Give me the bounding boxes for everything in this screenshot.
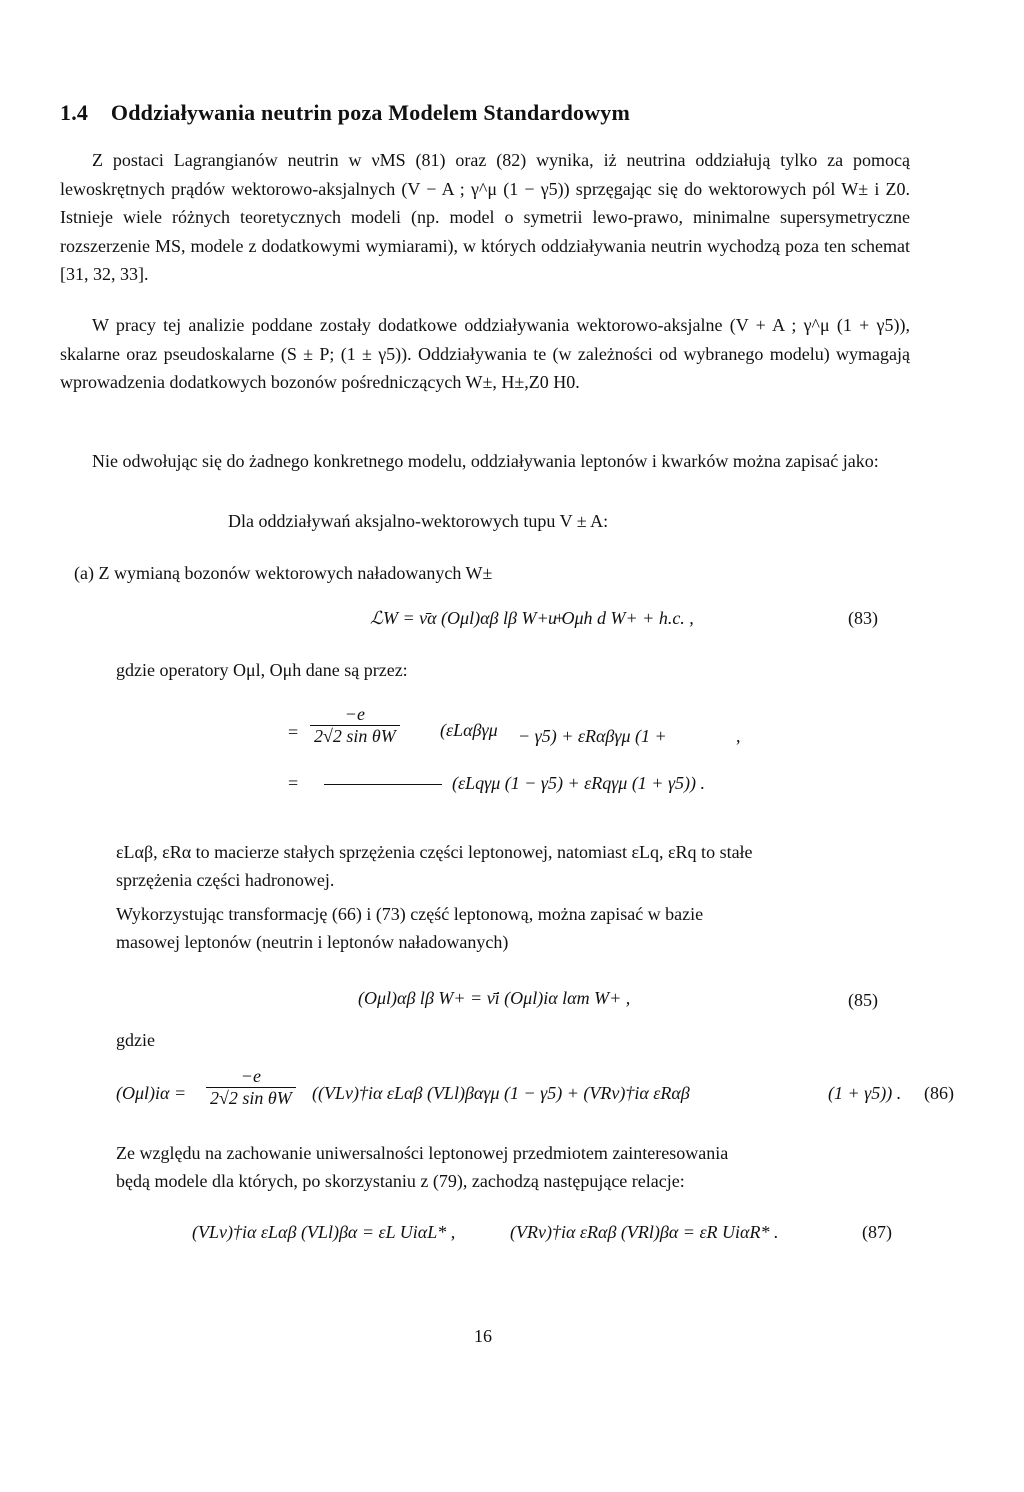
eq87-left: (VLν)†iα εLαβ (VLl)βα = εL UiαL* , bbox=[192, 1222, 456, 1242]
paragraph-intro: Z postaci Lagrangianów neutrin w νMS (81) oraz (82) wynika, iż neutrina oddziałują tylko za pomocą lewoskrętnych prądów wektorowo-aksjalnych (V − A ; γ^μ (1 − γ5)) sprzęgając się do wektorowych pól W± i Z0. Istnieje wiele różnych teoretycznych modeli (np. model o symetrii lewo-prawo, minimalne supersymetryczne rozszerzenie MS, modele z dodatkowymi wymiarami), w których oddziaływania neutrin wychodzą poza ten schemat [31, 32, 33]. bbox=[60, 150, 910, 284]
eq84b-body: (εLqγμ (1 − γ5) + εRqγμ (1 + γ5)) . bbox=[452, 773, 706, 793]
eq86-end: (1 + γ5)) . bbox=[828, 1083, 902, 1103]
eq86-denominator: 2√2 sin θW bbox=[206, 1087, 296, 1109]
universality-line-1: Ze względu na zachowanie uniwersalności leptonowej przedmiotem zainteresowania bbox=[116, 1143, 729, 1163]
eq86-numerator: −e bbox=[240, 1066, 261, 1086]
eq85-label: (85) bbox=[848, 990, 878, 1010]
section-title: Oddziaływania neutrin poza Modelem Standardowym bbox=[110, 100, 631, 125]
eq85-body: (Oμl)αβ lβ W+ = ν̄i (Oμl)iα lαm W+ , bbox=[358, 988, 631, 1008]
eq84a-denominator: 2√2 sin θW bbox=[310, 725, 400, 747]
transform-line-2: masowej leptonów (neutrin i leptonów naładowanych) bbox=[116, 932, 509, 952]
eq86-fraction bbox=[206, 1066, 296, 1109]
section-number: 1.4 bbox=[60, 100, 89, 125]
section-heading bbox=[60, 100, 630, 126]
eq87-label: (87) bbox=[862, 1222, 892, 1242]
transform-line-1: Wykorzystując transformację (66) i (73) część leptonową, można zapisać w bazie bbox=[116, 904, 704, 924]
item-a: (a) Z wymianą bozonów wektorowych naładowanych W± bbox=[74, 563, 493, 583]
eq84a-body2: − γ5) + εRαβγμ (1 + bbox=[518, 726, 667, 746]
paragraph-no-model: Nie odwołując się do żadnego konkretnego modelu, oddziaływania leptonów i kwarków można zapisać jako: bbox=[92, 451, 879, 471]
eq86-lhs: (Oμl)iα = bbox=[116, 1083, 187, 1103]
eq86-label: (86) bbox=[924, 1083, 954, 1103]
operators-intro: gdzie operatory Oμl, Oμh dane są przez: bbox=[116, 660, 408, 680]
eq84b-fraction-bar bbox=[324, 784, 442, 785]
universality-line-2: będą modele dla których, po skorzystaniu z (79), zachodzą następujące relacje: bbox=[116, 1171, 685, 1191]
eq84a-body: (εLαβγμ bbox=[440, 720, 498, 740]
eq83-label: (83) bbox=[848, 608, 878, 628]
eq87-right: (VRν)†iα εRαβ (VRl)βα = εR UiαR* . bbox=[510, 1222, 779, 1242]
eq84b-equals: = bbox=[288, 773, 299, 793]
eq83-lhs: ℒW = ν̄α (Oμl)αβ lβ W+ + bbox=[370, 608, 566, 628]
page-number: 16 bbox=[474, 1326, 492, 1346]
paragraph-additional-interactions: W pracy tej analizie poddane zostały dodatkowe oddziaływania wektorowo-aksjalne (V + A ; γ^μ (1 + γ5)), skalarne oraz pseudoskalarne (S ± P; (1 ± γ5)). Oddziaływania te (w zależności od wybranego modelu) wymagają wprowadzenia dodatkowych bozonów pośredniczących W±, H±,Z0 H0. bbox=[60, 315, 910, 392]
eq84a-numerator: −e bbox=[344, 704, 365, 724]
eq84a-fraction bbox=[310, 704, 400, 747]
coupling-line-1: εLαβ, εRα to macierze stałych sprzężenia części leptonowej, natomiast εLq, εRq to stałe bbox=[116, 842, 753, 862]
eq83-rhs: u Oμh d W+ + h.c. , bbox=[548, 608, 694, 628]
coupling-line-2: sprzężenia części hadronowej. bbox=[116, 870, 335, 890]
gdzie-label: gdzie bbox=[116, 1030, 155, 1050]
eq86-body: ((VLν)†iα εLαβ (VLl)βαγμ (1 − γ5) + (VRν)†iα εRαβ bbox=[312, 1083, 690, 1103]
eq84a-equals: = bbox=[288, 722, 299, 742]
eq84a-end: , bbox=[736, 726, 741, 746]
va-heading: Dla oddziaływań aksjalno-wektorowych tupu V ± A: bbox=[228, 511, 609, 531]
